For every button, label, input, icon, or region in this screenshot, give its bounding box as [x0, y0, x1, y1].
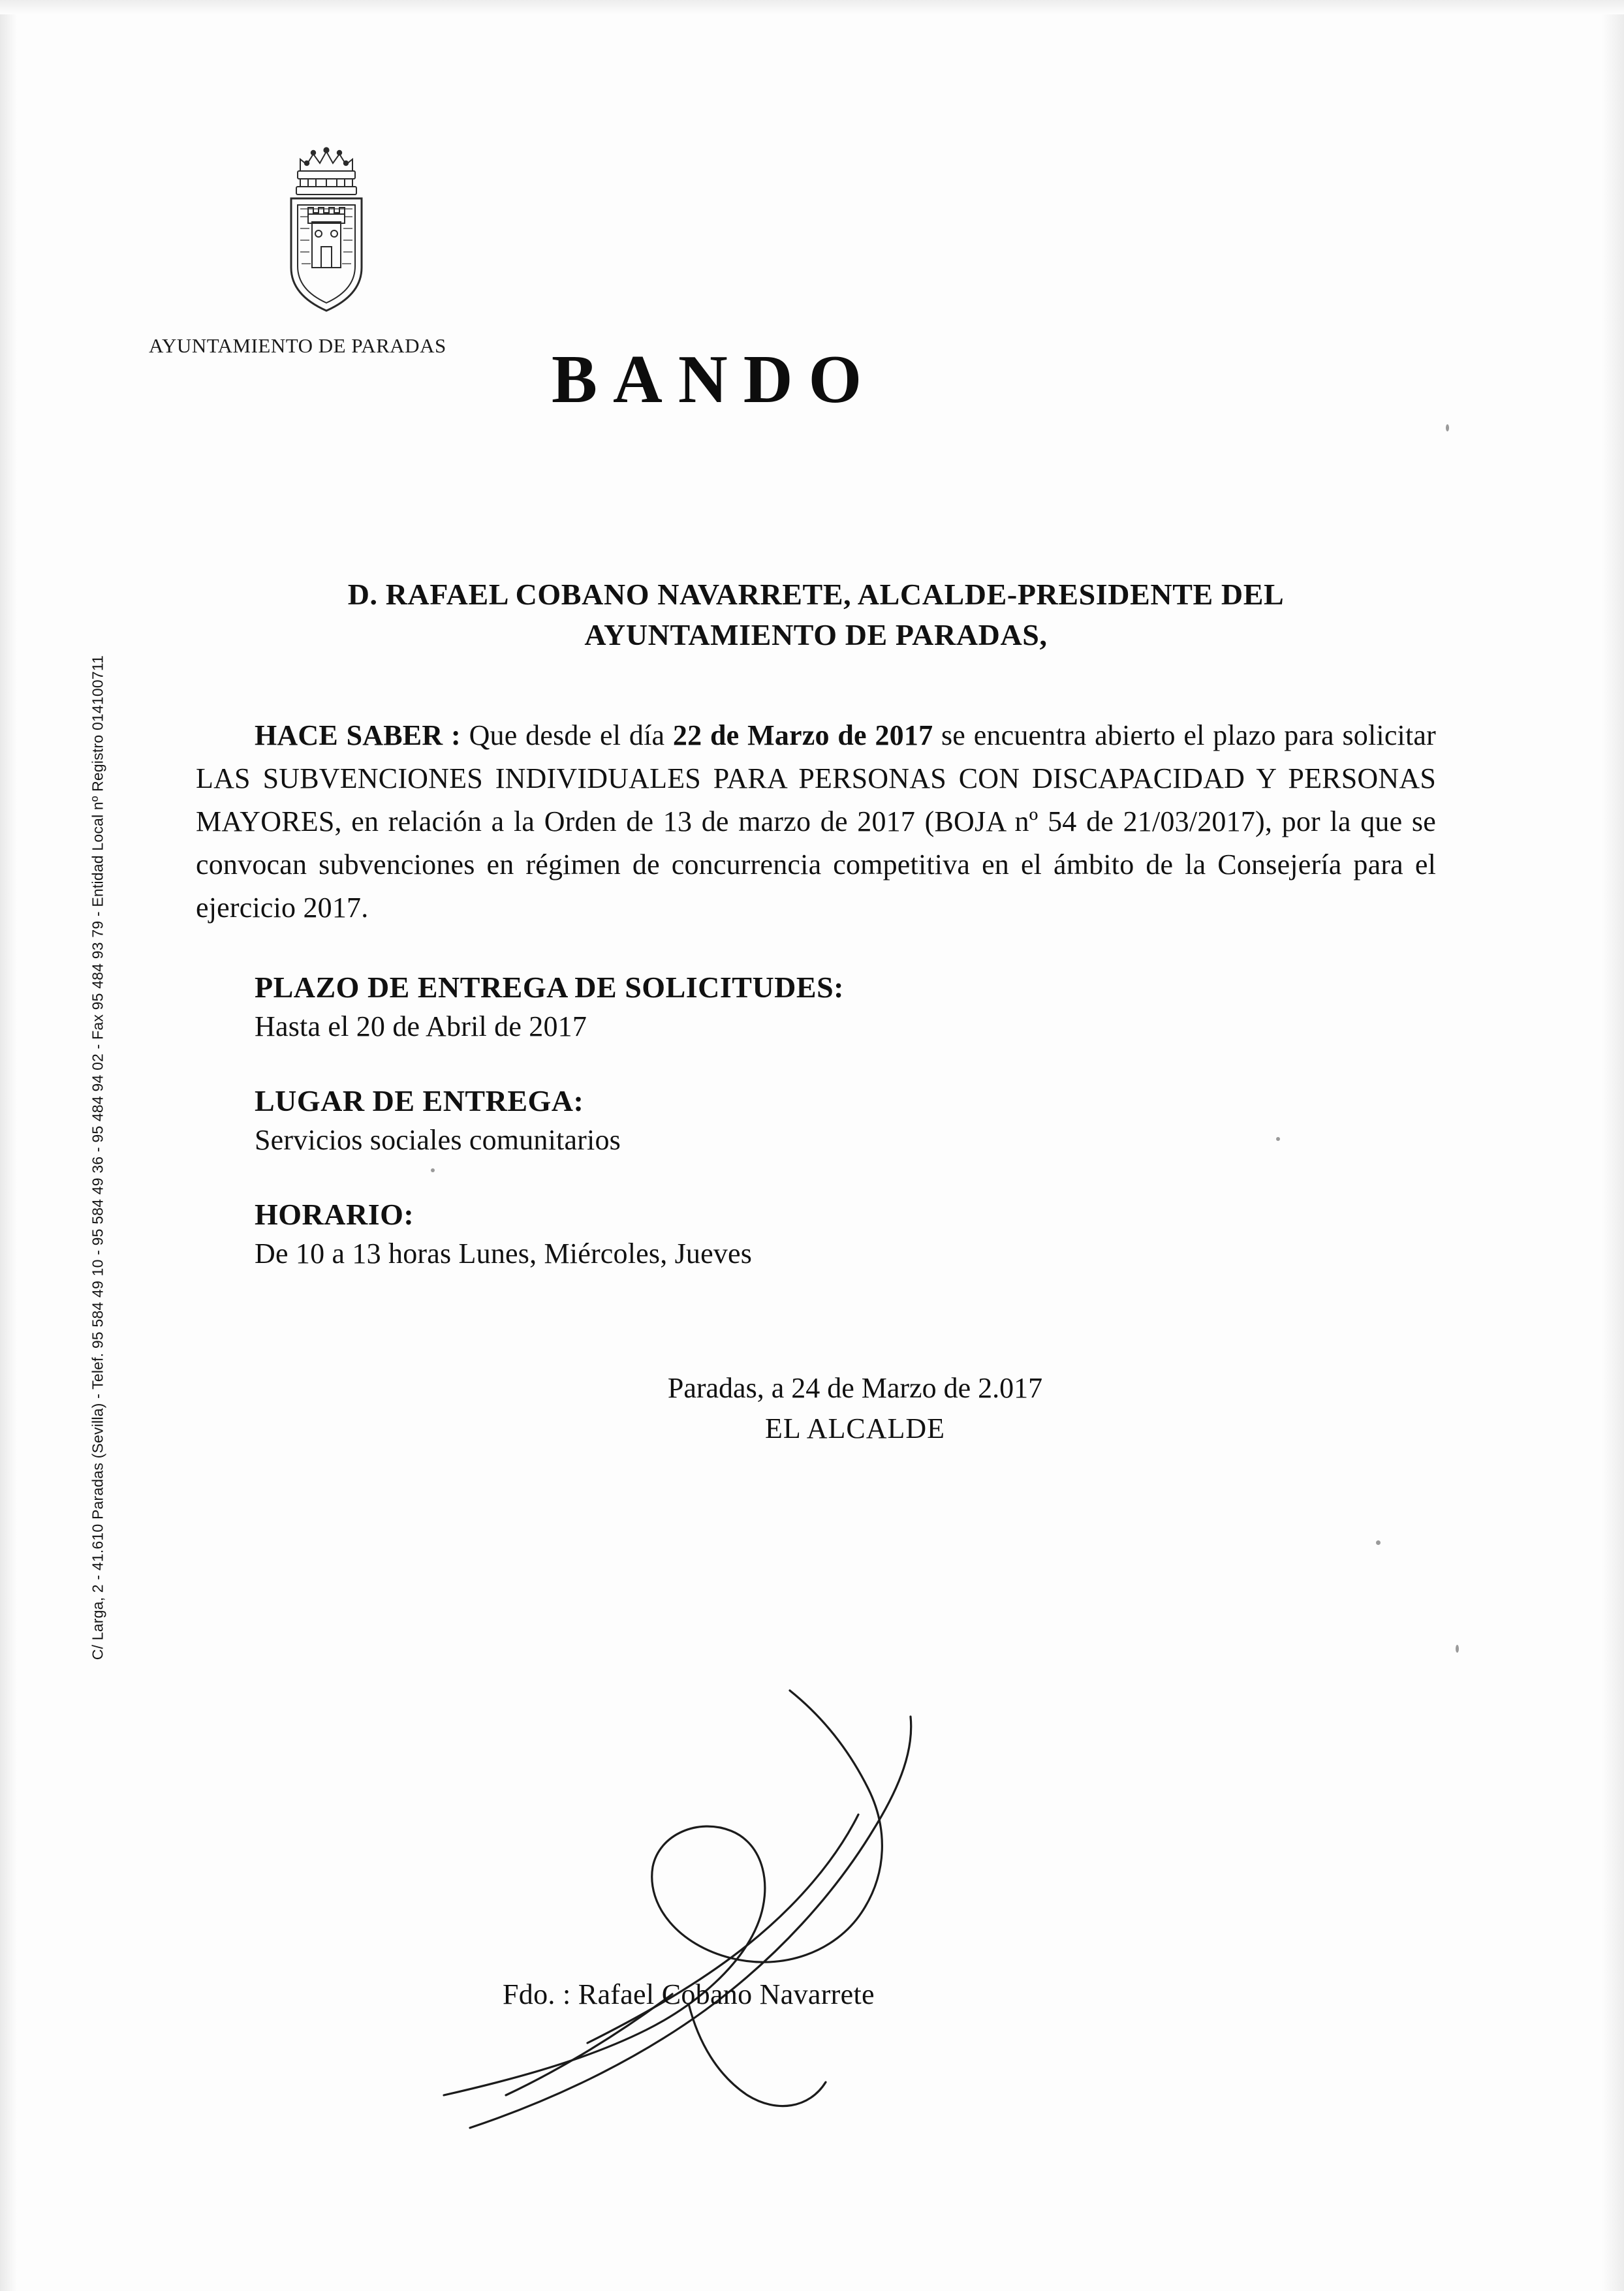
section-title-horario: HORARIO:: [255, 1198, 414, 1232]
sidebar-address-footer: C/ Larga, 2 - 41.610 Paradas (Sevilla) - Telef. 95 584 49 10 - 95 584 49 36 - 95 484 94 02 - Fax 95 484 93 79 - Entidad Local nº Registro 014100711: [89, 655, 106, 1660]
section-lugar: [196, 1083, 1436, 1157]
section-plazo: [196, 970, 1436, 1043]
page-title: BANDO: [552, 341, 878, 417]
section-title-lugar: LUGAR DE ENTREGA:: [255, 1084, 584, 1118]
scan-edge-left: [0, 0, 17, 2291]
closing-block: [196, 1368, 1436, 1448]
scan-speck: [1446, 424, 1449, 431]
scan-speck: [431, 1168, 435, 1172]
section-horario: [196, 1197, 1436, 1270]
signed-by-line: Fdo. : Rafael Cobano Navarrete: [503, 1978, 875, 2010]
section-value-plazo: Hasta el 20 de Abril de 2017: [255, 1010, 587, 1043]
officer-heading: D. RAFAEL COBANO NAVARRETE, ALCALDE-PRESIDENTE DEL AYUNTAMIENTO DE PARADAS,: [347, 578, 1285, 652]
section-title-plazo: PLAZO DE ENTREGA DE SOLICITUDES:: [255, 971, 844, 1005]
hace-saber-label: HACE SABER :: [255, 719, 461, 752]
scan-speck: [1376, 1540, 1381, 1545]
deadline-start-date: 22 de Marzo de 2017: [672, 719, 933, 752]
text-after-date: se encuentra abierto el plazo para solicitar LAS SUBVENCIONES INDIVIDUALES PARA PERSONAS CON DISCAPACIDAD Y PERSONAS MAYORES, en relación a la Orden de 13 de marzo de 2017 (BOJA nº 54 de 21/03/2017), por la que se convocan subvenciones en régimen de concurrencia competitiva en el ámbito de la Consejería para el ejercicio 2017.: [196, 719, 1436, 924]
handwritten-signature: [392, 1677, 1208, 2134]
closing-place-date: Paradas, a 24 de Marzo de 2.017: [667, 1372, 1043, 1405]
document-body: [196, 574, 1436, 1448]
scan-edge-top: [0, 0, 1624, 14]
section-value-horario: De 10 a 13 horas Lunes, Miércoles, Jueves: [255, 1238, 753, 1270]
closing-role: EL ALCALDE: [765, 1412, 945, 1444]
organization-name: AYUNTAMIENTO DE PARADAS: [149, 334, 446, 357]
section-value-lugar: Servicios sociales comunitarios: [255, 1124, 621, 1157]
text-before-date: Que desde el día: [460, 719, 673, 752]
scan-edge-right: [1602, 0, 1624, 2291]
announcement-paragraph: [196, 714, 1436, 929]
scan-speck: [1456, 1645, 1459, 1653]
scan-speck: [1276, 1137, 1280, 1141]
coat-of-arms-icon: [261, 131, 392, 326]
